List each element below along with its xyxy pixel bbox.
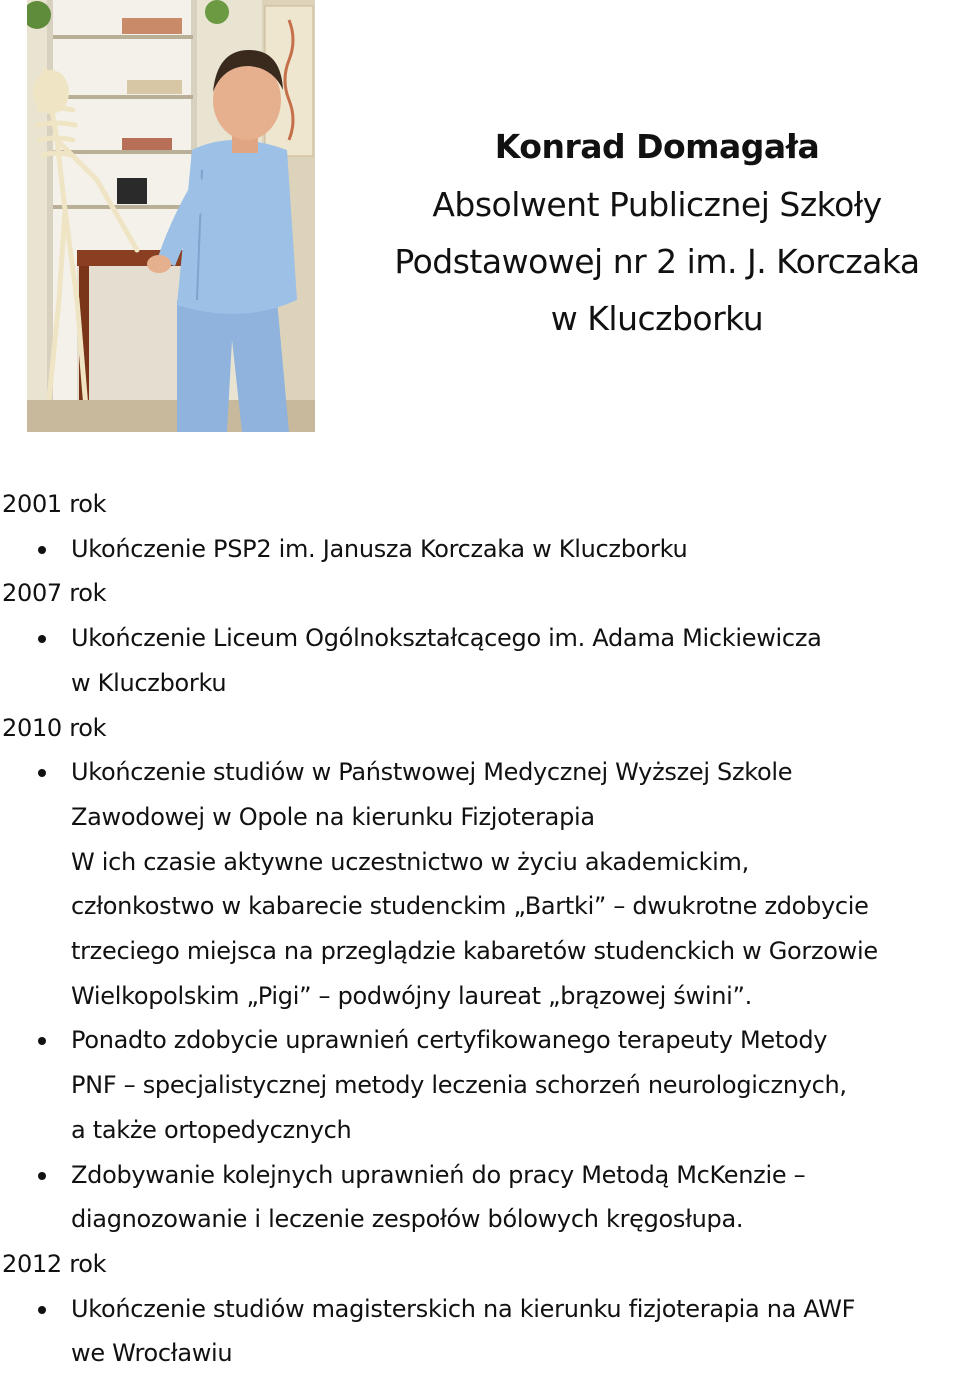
item-text: Ukończenie PSP2 im. Janusza Korczaka w Kluczborku [71, 534, 688, 563]
item-text: PNF – specjalistycznej metody leczenia schorzeń neurologicznych, [71, 1071, 847, 1100]
bullet-icon [38, 769, 46, 777]
item-text: we Wrocławiu [71, 1339, 233, 1368]
item-text: w Kluczborku [71, 668, 227, 697]
item-text: członkostwo w kabarecie studenckim „Bartki” – dwukrotne zdobycie [71, 892, 869, 921]
item-text: Wielkopolskim „Pigi” – podwójny laureat „brązowej świni”. [71, 981, 752, 1010]
list-item [0, 527, 960, 572]
item-text: Ukończenie Liceum Ogólnokształcącego im. Adama Mickiewicza [71, 624, 822, 653]
bullet-icon [38, 1037, 46, 1045]
list-item [0, 750, 960, 1018]
list-item [0, 1287, 960, 1376]
list-item [0, 1018, 960, 1152]
bullet-icon [38, 546, 46, 554]
item-text: a także ortopedycznych [71, 1115, 352, 1144]
bullet-icon [38, 635, 46, 643]
year-heading: 2001 rok [2, 490, 107, 518]
list-item [0, 616, 960, 705]
bullet-icon [38, 1306, 46, 1314]
item-text: Zawodowej w Opole na kierunku Fizjoterapia [71, 802, 595, 831]
year-heading: 2010 rok [2, 713, 107, 742]
year-heading: 2007 rok [2, 579, 107, 608]
year-heading: 2012 rok [2, 1249, 107, 1278]
subtitle-line: Podstawowej nr 2 im. J. Korczaka [394, 242, 920, 281]
item-text: trzeciego miejsca na przeglądzie kabaretów studenckich w Gorzowie [71, 937, 878, 966]
subtitle-line: Absolwent Publicznej Szkoły [432, 185, 882, 224]
bullet-icon [38, 1172, 46, 1180]
item-text: diagnozowanie i leczenie zespołów bólowych kręgosłupa. [71, 1205, 744, 1234]
item-text: Ukończenie studiów magisterskich na kierunku fizjoterapia na AWF [71, 1294, 856, 1323]
item-text: W ich czasie aktywne uczestnictwo w życiu akademickim, [71, 847, 749, 876]
list-item [0, 1153, 960, 1242]
item-text: Zdobywanie kolejnych uprawnień do pracy Metodą McKenzie – [71, 1160, 806, 1189]
item-text: Ukończenie studiów w Państwowej Medycznej Wyższej Szkole [71, 758, 793, 787]
item-text: Ponadto zdobycie uprawnień certyfikowanego terapeuty Metody [71, 1026, 828, 1055]
subtitle-line: w Kluczborku [550, 299, 764, 338]
profile-photo [27, 0, 315, 432]
person-name: Konrad Domagała [494, 127, 820, 166]
heading-block [340, 118, 960, 347]
timeline [0, 482, 960, 1376]
